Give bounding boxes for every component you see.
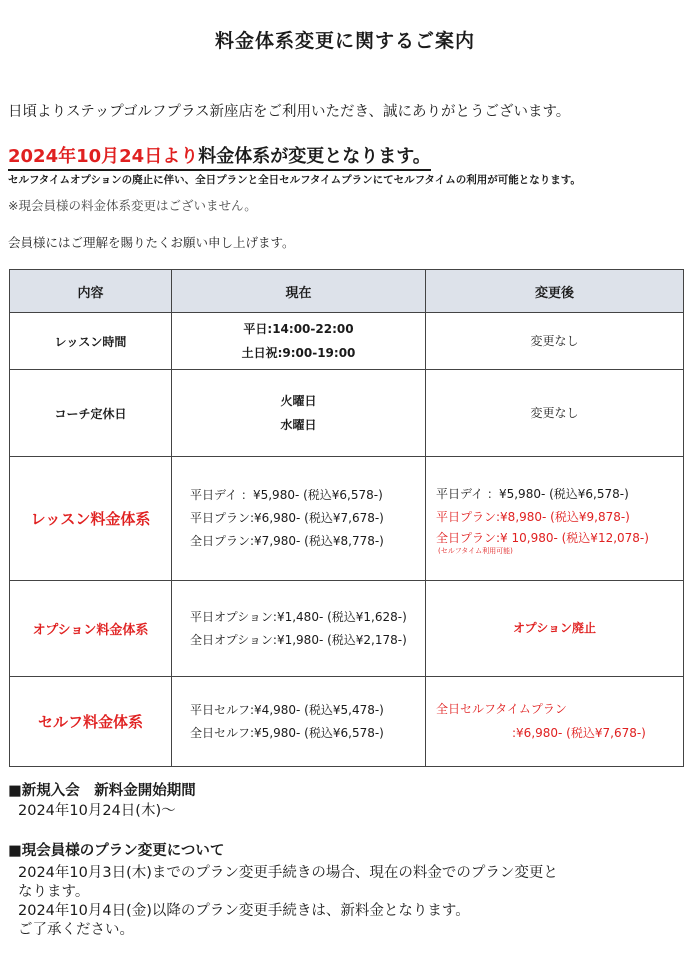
current-line: 土日祝:9:00-19:00: [241, 346, 356, 360]
current-line: 全日プラン:¥7,980- (税込¥8,778-): [190, 534, 384, 548]
request-note: 会員様にはご理解を賜りたくお願い申し上げます。: [8, 235, 295, 250]
current-line: 平日プラン:¥6,980- (税込¥7,678-): [190, 511, 384, 525]
row-label: セルフ料金体系: [10, 677, 172, 767]
table-row: [10, 581, 684, 677]
after-cell: [426, 581, 684, 677]
section-heading-new-members: ■新規入会 新料金開始期間: [8, 783, 196, 799]
after-cell: [426, 313, 684, 370]
table-row: [10, 457, 684, 581]
headline-text: 料金体系が変更となります。: [198, 146, 431, 167]
section-text-start-date: 2024年10月24日(木)～: [18, 803, 176, 819]
row-label: レッスン料金体系: [10, 457, 172, 581]
current-line: 水曜日: [280, 418, 317, 432]
table-row: [10, 370, 684, 457]
current-line: 平日セルフ:¥4,980- (税込¥5,478-): [190, 702, 384, 717]
section-heading-plan-change: ■現会員様のプラン変更について: [8, 843, 225, 859]
row-label: コーチ定休日: [10, 370, 172, 457]
plan-change-line: 2024年10月3日(木)までのプラン変更手続きの場合、現在の料金でのプラン変更と: [18, 865, 558, 881]
table-row: [10, 677, 684, 767]
current-line: 平日:14:00-22:00: [243, 322, 354, 336]
current-line: 全日セルフ:¥5,980- (税込¥6,578-): [190, 725, 384, 740]
plan-change-line: なります。: [18, 884, 90, 900]
current-line: 平日デイ ：¥5,980- (税込¥6,578-): [190, 488, 383, 502]
table-row: [10, 313, 684, 370]
header-current: 現在: [172, 270, 426, 313]
existing-member-note: ※現会員様の料金体系変更はございません。: [8, 198, 257, 213]
table-header-row: [10, 270, 684, 313]
header-content: 内容: [10, 270, 172, 313]
current-line: 平日オプション:¥1,480- (税込¥1,628-): [190, 609, 407, 624]
plan-change-line: 2024年10月4日(金)以降のプラン変更手続きは、新料金となります。: [18, 903, 470, 919]
row-label: オプション料金体系: [10, 581, 172, 677]
row-label: レッスン時間: [10, 313, 172, 370]
current-cell: [172, 581, 426, 677]
headline-date: 2024年10月24日より: [8, 146, 199, 167]
current-cell: [172, 313, 426, 370]
after-line: オプション廃止: [513, 621, 596, 635]
current-cell: [172, 457, 426, 581]
page-title: 料金体系変更に関するご案内: [214, 30, 475, 52]
after-line: 平日デイ ：¥5,980- (税込¥6,578-): [436, 486, 629, 501]
greeting-text: 日頃よりステップゴルフプラス新座店をご利用いただき、誠にありがとうございます。: [8, 104, 571, 120]
after-line: 全日プラン:¥ 10,980- (税込¥12,078-): [436, 530, 649, 545]
after-cell: [426, 677, 684, 767]
after-cell: [426, 457, 684, 581]
subnote: セルフタイムオプションの廃止に伴い、全日プランと全日セルフタイムプランにてセルフタイムの利用が可能となります。: [8, 174, 581, 186]
after-cell: [426, 370, 684, 457]
current-cell: [172, 370, 426, 457]
after-line: 全日セルフタイムプラン: [436, 702, 567, 716]
after-line: 変更なし: [530, 333, 579, 348]
headline: [8, 146, 431, 171]
after-line: 平日プラン:¥8,980- (税込¥9,878-): [436, 509, 630, 524]
after-small-note: (セルフタイム利用可能): [438, 546, 513, 555]
fee-table: [9, 269, 684, 767]
current-cell: [172, 677, 426, 767]
after-line: :¥6,980- (税込¥7,678-): [512, 726, 646, 740]
plan-change-line: ご了承ください。: [18, 922, 134, 938]
after-line: 変更なし: [530, 405, 579, 420]
header-after: 変更後: [426, 270, 684, 313]
current-line: 火曜日: [280, 394, 317, 408]
current-line: 全日オプション:¥1,980- (税込¥2,178-): [190, 632, 407, 647]
plan-change-text: [18, 864, 558, 940]
